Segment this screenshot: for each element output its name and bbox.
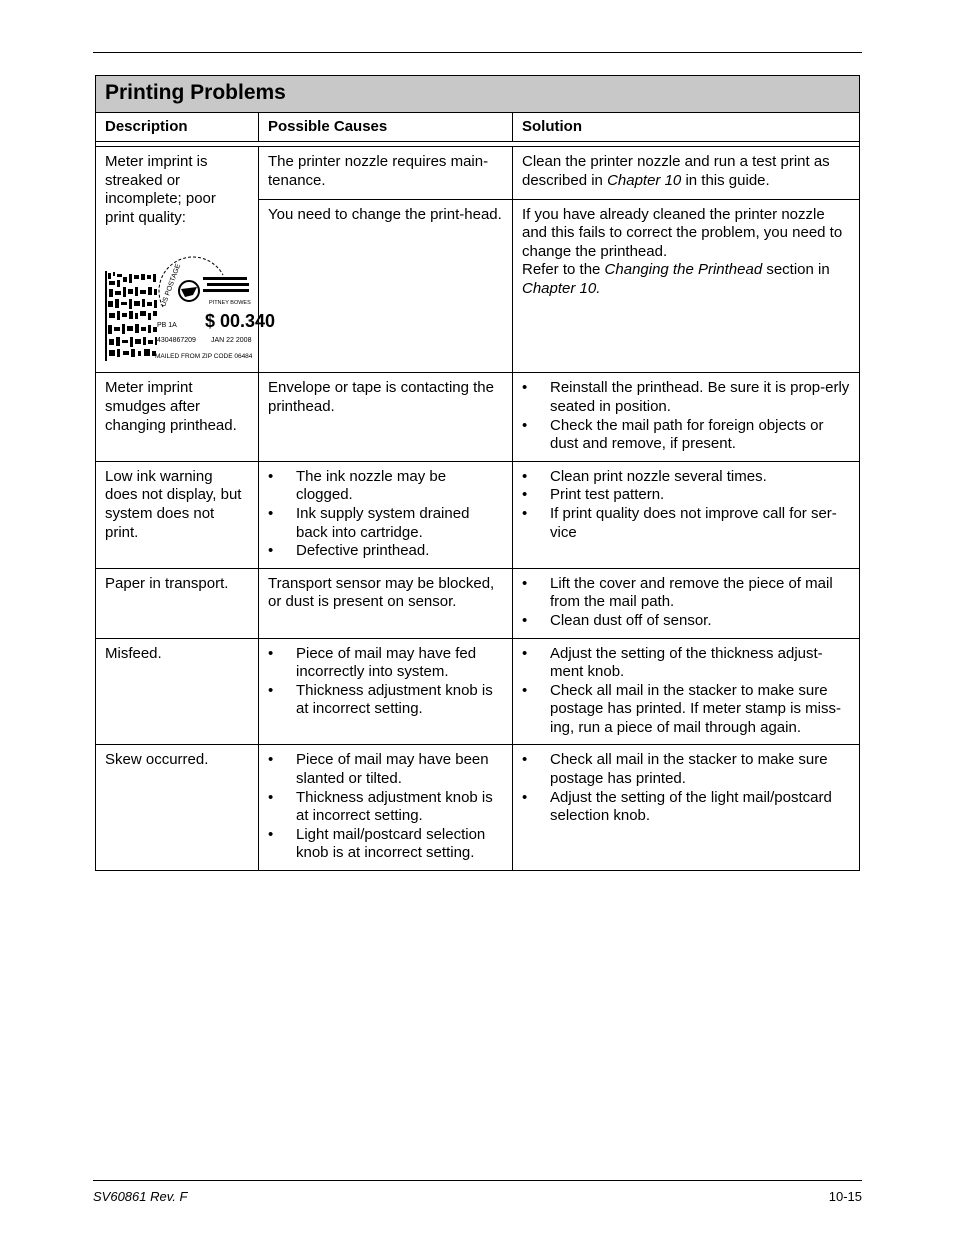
list-item: • Adjust the setting of the light mail/postcard selection knob. (522, 789, 850, 826)
chapter-reference: Chapter 10 (607, 171, 682, 189)
cause-cell (259, 461, 513, 568)
table-row (96, 461, 860, 568)
table-title-cell (96, 76, 860, 113)
list-item: • Check the mail path for foreign objects or dust and remove, if present. (522, 417, 850, 454)
cause-list (268, 645, 503, 719)
header-description: Description (96, 113, 259, 142)
list-item: • Adjust the setting of the thickness adjust-ment knob. (522, 645, 850, 682)
imprint-date: JAN 22 2008 (211, 337, 252, 345)
solution-cell (513, 638, 860, 745)
section-reference: Changing the Printhead (604, 261, 763, 279)
cause-list (268, 468, 503, 561)
cause-cell (259, 745, 513, 871)
table-row (96, 638, 860, 745)
solution-cell (513, 568, 860, 638)
chapter-reference: Chapter 10 (522, 280, 597, 297)
description-text: Meter imprint is streaked or incomplete; poor print quality: (105, 153, 216, 226)
solution-text: in this guide. (681, 171, 770, 189)
list-item: • Defective printhead. (268, 542, 503, 561)
list-item: • Piece of mail may have been slanted or tilted. (268, 751, 503, 788)
solution-cell (513, 199, 860, 373)
list-item: • Piece of mail may have fed incorrectly into system. (268, 645, 503, 682)
cause-list (268, 751, 503, 863)
list-item: • Print test pattern. (522, 486, 850, 505)
list-item: • If print quality does not improve call for ser-vice (522, 505, 850, 542)
description-cell: Paper in transport. (96, 568, 259, 638)
solution-text: section in (762, 261, 830, 279)
solution-list (522, 468, 850, 542)
solution-list (522, 575, 850, 631)
list-item: • Lift the cover and remove the piece of mail from the mail path. (522, 575, 850, 612)
solution-list (522, 751, 850, 825)
meter-imprint-image (105, 247, 276, 365)
cause-cell: Transport sensor may be blocked, or dust is present on sensor. (259, 568, 513, 638)
solution-list (522, 379, 850, 453)
header-possible-causes: Possible Causes (259, 113, 513, 142)
solution-text: Clean the printer nozzle and run a test print as described in (522, 153, 830, 189)
description-cell (96, 147, 276, 373)
solution-text: Refer to the (522, 261, 605, 279)
imprint-mailed-from: MAILED FROM ZIP CODE 06484 (155, 353, 253, 361)
solution-cell (513, 373, 860, 461)
header-rule (93, 52, 862, 53)
footer-rule (93, 1180, 862, 1181)
footer-page-number: 10-15 (828, 1189, 862, 1204)
solution-cell (513, 745, 860, 871)
printing-problems-table (95, 75, 860, 871)
cause-cell (259, 199, 513, 373)
list-item: • Clean dust off of sensor. (522, 612, 850, 631)
cause-cell (259, 147, 513, 200)
table-row (96, 568, 860, 638)
description-cell: Skew occurred. (96, 745, 259, 871)
list-item: • Ink supply system drained back into cartridge. (268, 505, 503, 542)
cause-text: The printer nozzle requires main-tenance. (268, 153, 489, 189)
table-row (96, 745, 860, 871)
list-item: • The ink nozzle may be clogged. (268, 468, 503, 505)
table-row (96, 373, 860, 461)
table-row (96, 147, 860, 200)
footer-doc-id: SV60861 Rev. F (93, 1189, 188, 1204)
cause-cell (259, 638, 513, 745)
solution-text: If you have already cleaned the printer nozzle and this fails to correct the problem, you need to change the printhead. (522, 205, 843, 260)
solution-cell (513, 147, 860, 200)
description-cell: Low ink warning does not display, but system does not print. (96, 461, 259, 568)
solution-text: . (596, 280, 601, 297)
list-item: • Clean print nozzle several times. (522, 468, 850, 487)
imprint-code: PB 1A (157, 322, 177, 330)
imprint-id: 4304867209 (157, 337, 196, 345)
list-item: • Thickness adjustment knob is at incorrect setting. (268, 682, 503, 719)
list-item: • Thickness adjustment knob is at incorrect setting. (268, 789, 503, 826)
solution-cell (513, 461, 860, 568)
imprint-amount: $ 00.340 (205, 311, 276, 332)
solution-list (522, 645, 850, 738)
list-item: • Light mail/postcard selection knob is at incorrect setting. (268, 826, 503, 863)
header-solution: Solution (513, 113, 860, 142)
list-item: • Check all mail in the stacker to make sure postage has printed. If meter stamp is miss-ing, run a piece of mail through again. (522, 682, 850, 738)
list-item: • Reinstall the printhead. Be sure it is prop-erly seated in position. (522, 379, 850, 416)
cause-text: You need to change the print-head. (268, 205, 502, 223)
imprint-brand-text: PITNEY BOWES (209, 300, 251, 307)
description-cell: Meter imprint smudges after changing printhead. (96, 373, 259, 461)
description-cell: Misfeed. (96, 638, 259, 745)
cause-cell: Envelope or tape is contacting the printhead. (259, 373, 513, 461)
imprint-usps-text: US POSTAGE (160, 263, 183, 309)
list-item: • Check all mail in the stacker to make sure postage has printed. (522, 751, 850, 788)
table-title: Printing Problems (105, 80, 286, 104)
